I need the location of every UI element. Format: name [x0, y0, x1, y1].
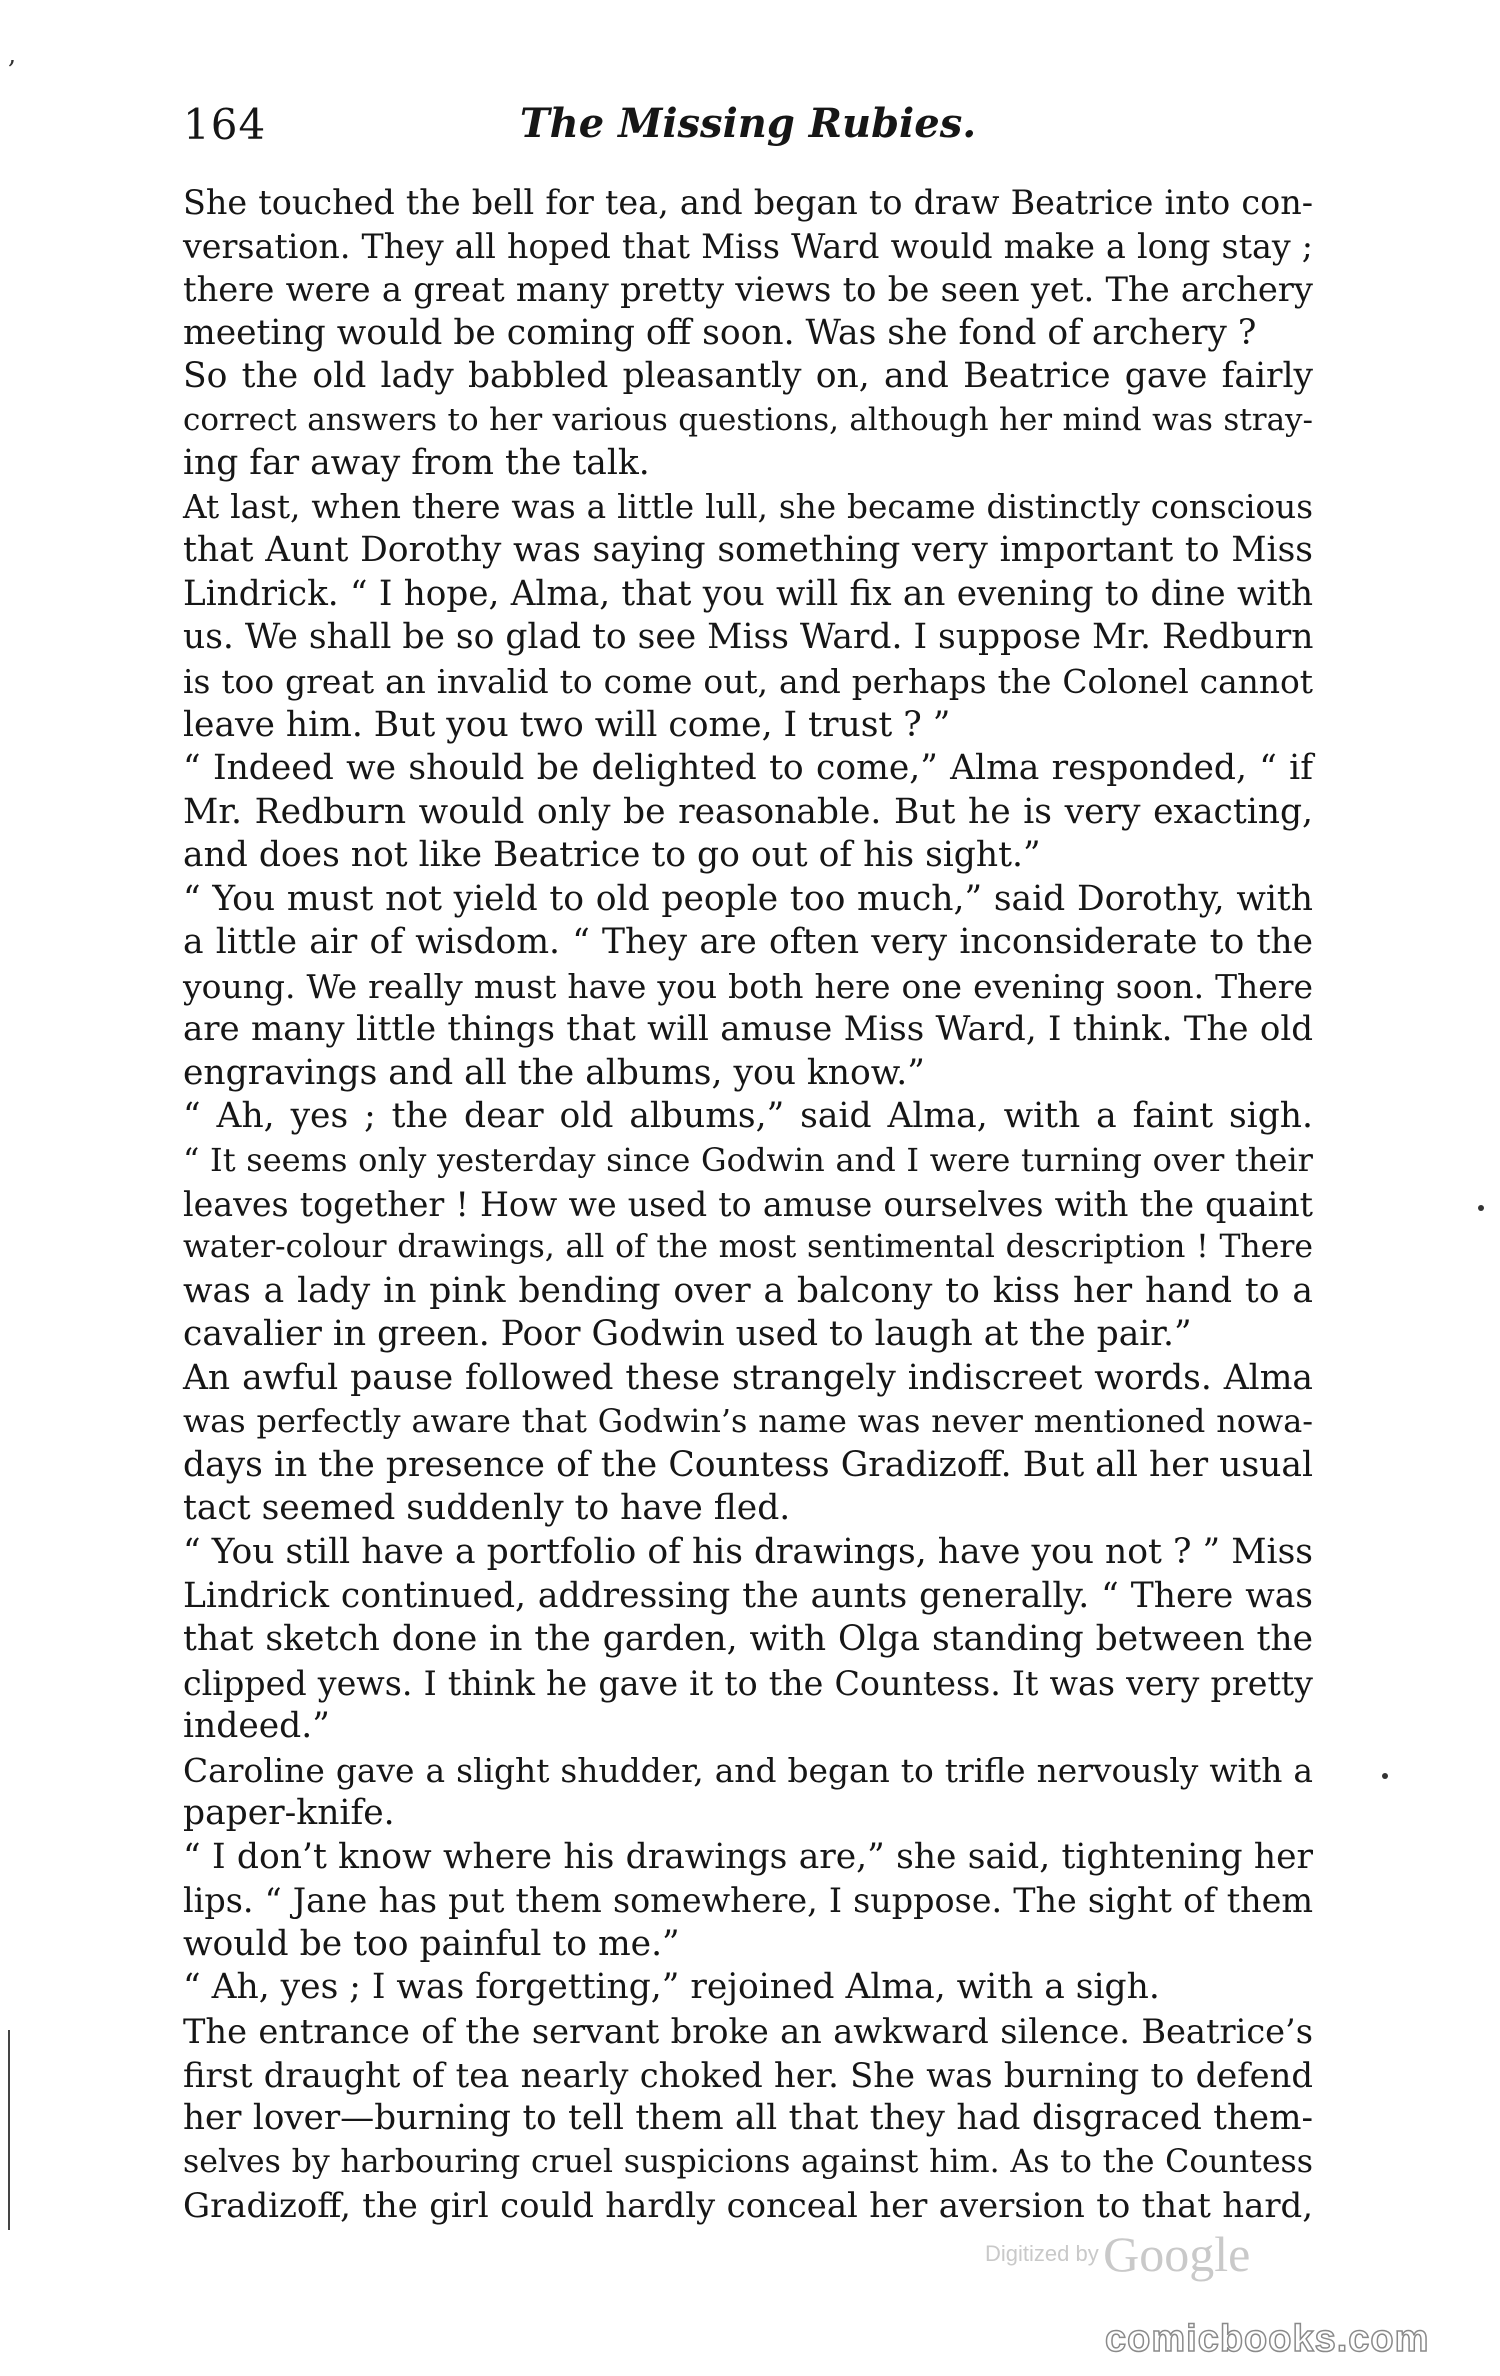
text-line: lips. “ Jane has put them somewhere, I suppose. The sight of them	[183, 1881, 1313, 1921]
text-line: Gradizoff, the girl could hardly conceal her aversion to that hard,	[183, 2186, 1313, 2226]
text-line: indeed.”	[183, 1706, 330, 1747]
text-line: correct answers to her various questions, although her mind was stray-	[183, 401, 1313, 438]
text-line: leave him. But you two will come, I trust ? ”	[183, 704, 951, 745]
text-line: An awful pause followed these strangely indiscreet words. Alma	[183, 1357, 1313, 1398]
text-line: versation. They all hoped that Miss Ward would make a long stay ;	[183, 226, 1313, 266]
digitized-prefix: Digitized by	[985, 2241, 1099, 2266]
site-watermark: comicbooks.com	[1105, 2318, 1430, 2360]
text-line: “ You still have a portfolio of his drawings, have you not ? ” Miss	[183, 1531, 1313, 1572]
text-line: ing far away from the talk.	[183, 443, 650, 484]
text-line: Caroline gave a slight shudder, and began to trifle nervously with a	[183, 1750, 1313, 1790]
text-line: Lindrick continued, addressing the aunts generally. “ There was	[183, 1575, 1313, 1616]
text-line: and does not like Beatrice to go out of his sight.”	[183, 835, 1041, 876]
text-line: first draught of tea nearly choked her. She was burning to defend	[183, 2055, 1313, 2095]
text-line: tact seemed suddenly to have fled.	[183, 1488, 791, 1529]
text-line: Lindrick. “ I hope, Alma, that you will fix an evening to dine with	[183, 573, 1313, 614]
page-header	[183, 100, 1313, 160]
text-line: are many little things that will amuse Miss Ward, I think. The old	[183, 1009, 1313, 1050]
text-line: paper-knife.	[183, 1793, 395, 1834]
text-line: clipped yews. I think he gave it to the Countess. It was very pretty	[183, 1663, 1313, 1703]
text-line: days in the presence of the Countess Gradizoff. But all her usual	[183, 1444, 1313, 1485]
text-line: a little air of wisdom. “ They are often very inconsiderate to the	[183, 922, 1313, 963]
stray-ink-mark: ,	[8, 40, 17, 70]
text-line: young. We really must have you both here one evening soon. There	[183, 966, 1313, 1006]
google-logo: Google	[1103, 2226, 1251, 2282]
margin-dot	[1382, 1773, 1388, 1779]
text-line: that sketch done in the garden, with Olga standing between the	[183, 1619, 1313, 1660]
page-number: 164	[183, 100, 267, 149]
text-line: “ Indeed we should be delighted to come,” Alma responded, “ if	[183, 748, 1313, 789]
text-line: that Aunt Dorothy was saying something very important to Miss	[183, 530, 1313, 571]
text-line: “ Ah, yes ; I was forgetting,” rejoined Alma, with a sigh.	[183, 1967, 1160, 2008]
text-line: would be too painful to me.”	[183, 1923, 680, 1964]
margin-rule	[8, 2030, 10, 2230]
text-line: us. We shall be so glad to see Miss Ward. I suppose Mr. Redburn	[183, 617, 1314, 658]
text-line: She touched the bell for tea, and began to draw Beatrice into con-	[183, 183, 1313, 222]
text-line: So the old lady babbled pleasantly on, and Beatrice gave fairly	[183, 356, 1313, 397]
text-line: water-colour drawings, all of the most sentimental description ! There	[183, 1229, 1313, 1266]
text-line: was a lady in pink bending over a balcony to kiss her hand to a	[183, 1270, 1313, 1311]
text-line: engravings and all the albums, you know.”	[183, 1052, 925, 1093]
text-line: leaves together ! How we used to amuse ourselves with the quaint	[183, 1184, 1313, 1224]
text-line: her lover—burning to tell them all that they had disgraced them-	[183, 2098, 1313, 2139]
text-line: is too great an invalid to come out, and perhaps the Colonel cannot	[183, 662, 1313, 702]
text-line: selves by harbouring cruel suspicions against him. As to the Countess	[183, 2143, 1313, 2180]
text-line: The entrance of the servant broke an awkward silence. Beatrice’s	[183, 2011, 1313, 2051]
running-title: The Missing Rubies.	[519, 100, 977, 147]
text-line: At last, when there was a little lull, she became distinctly conscious	[183, 487, 1313, 526]
digitized-watermark	[985, 2225, 1250, 2283]
text-line: “ You must not yield to old people too much,” said Dorothy, with	[183, 878, 1313, 919]
text-line: Mr. Redburn would only be reasonable. But he is very exacting,	[183, 791, 1313, 832]
text-line: “ Ah, yes ; the dear old albums,” said Alma, with a faint sigh.	[183, 1096, 1313, 1137]
text-line: meeting would be coming off soon. Was she fond of archery ?	[183, 312, 1257, 353]
body-text	[183, 181, 1313, 2228]
text-line: there were a great many pretty views to be seen yet. The archery	[183, 270, 1313, 310]
text-line: was perfectly aware that Godwin’s name was never mentioned nowa-	[183, 1402, 1313, 1441]
text-line: “ I don’t know where his drawings are,” she said, tightening her	[183, 1836, 1313, 1877]
text-line: “ It seems only yesterday since Godwin and I were turning over their	[183, 1141, 1313, 1180]
text-line: cavalier in green. Poor Godwin used to laugh at the pair.”	[183, 1314, 1192, 1355]
margin-dot	[1478, 1205, 1484, 1211]
